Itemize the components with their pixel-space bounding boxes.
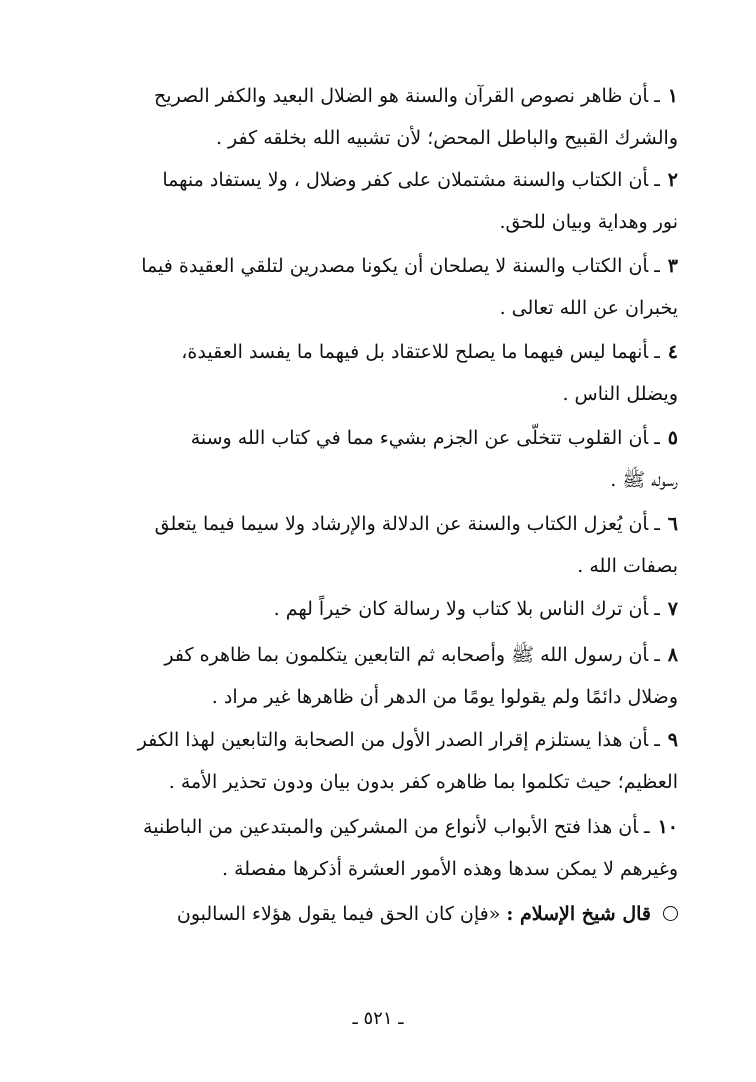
item-line-1 [74, 634, 678, 676]
item-dash: ـ [654, 85, 660, 107]
item-number: ٢ [667, 169, 678, 191]
item-line-2: وغيرهم لا يمكن سدها وهذه الأمور العشرة أذكرها مفصلة . [222, 858, 678, 880]
quote-speaker: قال شيخ الإسلام : [506, 903, 651, 925]
item-number: ٨ [667, 644, 678, 666]
item-line-1 [74, 503, 678, 545]
list-item-1 [74, 75, 678, 159]
item-text: أن الكتاب والسنة لا يصلحان أن يكونا مصدرين لتلقي العقيدة فيما [141, 255, 649, 277]
item-dash: ـ [654, 169, 660, 191]
item-dash: ـ [654, 255, 660, 277]
quote-text: «فإن كان الحق فيما يقول هؤلاء السالبون [176, 903, 501, 925]
item-number: ٣ [667, 255, 678, 277]
quote-paragraph [74, 893, 678, 935]
list-item-7 [74, 588, 678, 630]
item-number: ١ [667, 85, 678, 107]
item-dash: ـ [654, 729, 660, 751]
item-line-1 [74, 806, 678, 848]
page-number: ـ ٥٢١ ـ [352, 1008, 404, 1029]
item-line-2: العظيم؛ حيث تكلموا بما ظاهره كفر بدون بيان ودون تحذير الأمة . [168, 771, 678, 793]
circle-bullet-icon [663, 906, 678, 921]
item-number: ٤ [667, 341, 678, 363]
item-number: ٦ [667, 513, 678, 535]
item-dash: ـ [654, 513, 660, 535]
item-text: أن ترك الناس بلا كتاب ولا رسالة كان خيراً لهم . [273, 598, 649, 620]
item-text: أن يُعزل الكتاب والسنة عن الدلالة والإرشاد ولا سيما فيما يتعلق [154, 513, 649, 535]
list-item-9 [74, 719, 678, 803]
list-item-6 [74, 503, 678, 587]
item-dash: ـ [654, 341, 660, 363]
item-dash: ـ [644, 816, 650, 838]
item-text: أن هذا يستلزم إقرار الصدر الأول من الصحابة والتابعين لهذا الكفر [137, 729, 649, 751]
item-line-1 [74, 159, 678, 201]
item-text: أنهما ليس فيهما ما يصلح للاعتقاد بل فيهما ما يفسد العقيدة، [181, 341, 649, 363]
item-text: أن رسول الله ﷺ وأصحابه ثم التابعين يتكلمون بما ظاهره كفر [164, 644, 649, 666]
item-line-2: بصفات الله . [577, 555, 678, 577]
item-line-1 [74, 588, 678, 630]
list-item-5 [74, 417, 678, 501]
item-line-1 [74, 75, 678, 117]
item-number: ٧ [667, 598, 678, 620]
list-item-4 [74, 331, 678, 415]
item-line-2: ويضلل الناس . [562, 383, 678, 405]
item-dash: ـ [654, 427, 660, 449]
item-number: ٩ [667, 729, 678, 751]
item-line-2: نور وهداية وبيان للحق. [499, 211, 678, 233]
item-line-1 [74, 719, 678, 761]
item-text: أن هذا فتح الأبواب لأنواع من المشركين والمبتدعين من الباطنية [143, 816, 638, 838]
item-text: أن القلوب تتخلّى عن الجزم بشيء مما في كتاب الله وسنة [190, 427, 649, 449]
item-line-2: رسوله ﷺ . [610, 469, 678, 491]
item-line-2: والشرك القبيح والباطل المحض؛ لأن تشبيه الله بخلقه كفر . [215, 127, 678, 149]
item-line-2: وضلال دائمًا ولم يقولوا يومًا من الدهر أن ظاهرها غير مراد . [211, 686, 678, 708]
item-number: ١٠ [657, 816, 678, 838]
item-dash: ـ [654, 644, 660, 666]
list-item-8 [74, 634, 678, 718]
list-item-2 [74, 159, 678, 243]
item-text: أن ظاهر نصوص القرآن والسنة هو الضلال البعيد والكفر الصريح [154, 85, 649, 107]
item-line-1 [74, 245, 678, 287]
list-item-3 [74, 245, 678, 329]
item-text: أن الكتاب والسنة مشتملان على كفر وضلال ، ولا يستفاد منهما [162, 169, 649, 191]
item-dash: ـ [654, 598, 660, 620]
item-line-2: يخبران عن الله تعالى . [499, 297, 678, 319]
list-item-10 [74, 806, 678, 890]
item-number: ٥ [667, 427, 678, 449]
item-line-1 [74, 331, 678, 373]
item-line-1 [74, 417, 678, 459]
